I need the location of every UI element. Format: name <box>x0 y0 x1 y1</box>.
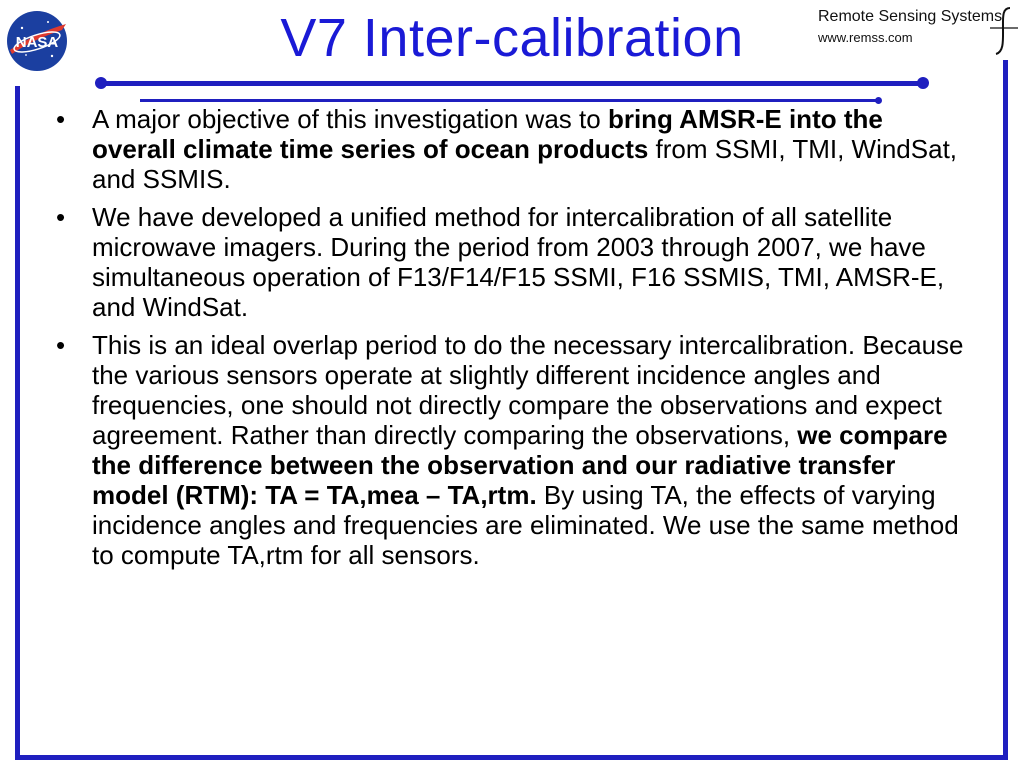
slide-title: V7 Inter-calibration <box>280 8 744 68</box>
frame-sub-right-dot <box>875 97 882 104</box>
nasa-logo-text: NASA <box>15 34 59 51</box>
frame-left-line <box>15 86 20 758</box>
frame-right-line <box>1003 60 1008 758</box>
rss-logo <box>812 4 1022 58</box>
bullet-list <box>48 104 968 578</box>
bullet-icon: • <box>56 202 66 232</box>
bullet-1-text-end: from SSMI, TMI, WindSat, and SSMIS. <box>92 134 958 194</box>
bullet-3-bold: we compare the difference between the observation and our radiative transfer model (RTM): TA = TA,mea – TA,rtm. <box>92 420 948 510</box>
frame-top-right-dot <box>917 77 929 89</box>
frame-top-left-dot <box>95 77 107 89</box>
bullet-icon: • <box>56 104 66 134</box>
bullet-1-text: A major objective of this investigation was to <box>92 104 608 134</box>
bullet-item-1 <box>48 104 968 194</box>
rss-logo-url: www.remss.com <box>818 30 913 45</box>
frame-bottom-line <box>15 755 1008 760</box>
bullet-3-text-end: By using TA, the effects of varying incidence angles and frequencies are eliminated. We use the same method to compute TA,rtm for all sensors. <box>92 480 959 570</box>
bullet-2-text: We have developed a unified method for intercalibration of all satellite microwave imagers. During the period from 2003 through 2007, we have simultaneous operation of F13/F14/F15 SSMI, F16 SSMIS, TMI, AMSR-E, and WindSat. <box>92 202 945 322</box>
frame-sub-line <box>140 99 878 102</box>
bullet-item-3 <box>48 330 968 570</box>
rss-logo-name: Remote Sensing Systems <box>818 8 1003 25</box>
bullet-3-text: This is an ideal overlap period to do the necessary intercalibration. Because the various sensors operate at slightly different incidence angles and frequencies, one should not directly compare the observations and expect agreement. Rather than directly comparing the observations, <box>92 330 964 450</box>
rss-f-mark-icon <box>988 4 1020 58</box>
bullet-icon: • <box>56 330 66 360</box>
bullet-1-bold: bring AMSR-E into the overall climate time series of ocean products <box>92 104 883 164</box>
bullet-item-2 <box>48 202 968 322</box>
frame-top-line <box>100 81 922 86</box>
